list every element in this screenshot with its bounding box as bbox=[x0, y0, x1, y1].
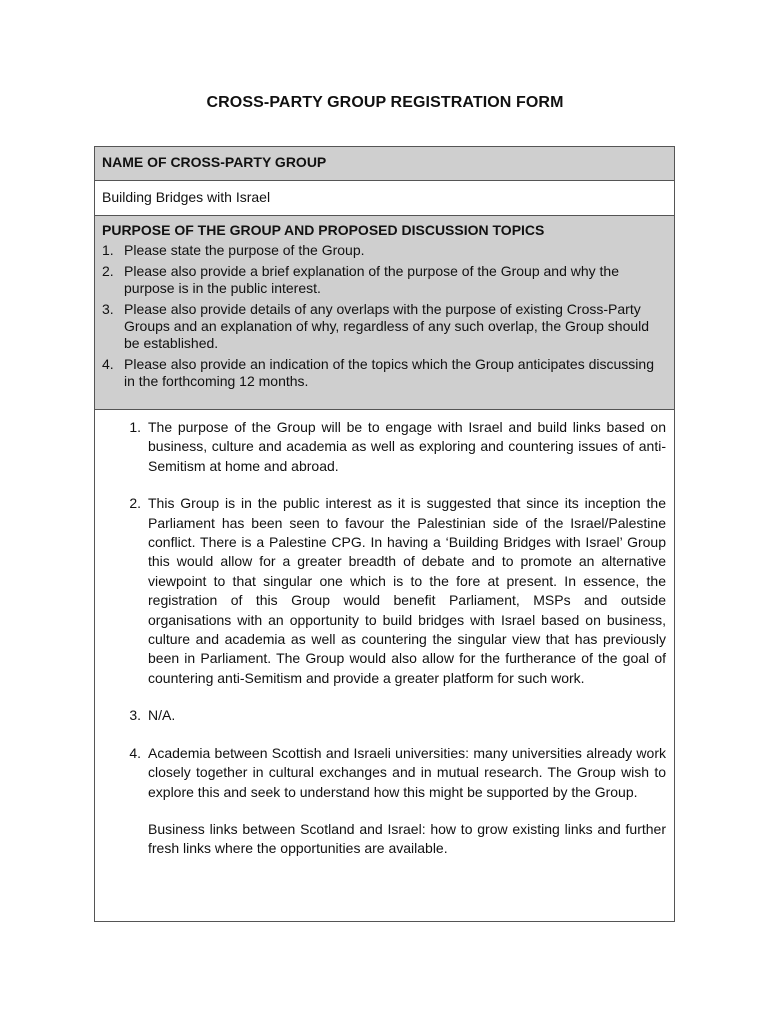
answer-number: 2. bbox=[129, 495, 141, 512]
question-number: 1. bbox=[102, 242, 114, 258]
question-number: 2. bbox=[102, 263, 114, 279]
answer-item bbox=[102, 706, 667, 725]
purpose-section bbox=[95, 216, 674, 410]
answer-text bbox=[148, 494, 667, 688]
purpose-section-heading: PURPOSE OF THE GROUP AND PROPOSED DISCUSSION TOPICS bbox=[102, 222, 545, 238]
question-item bbox=[102, 301, 667, 352]
answer-text bbox=[148, 744, 667, 859]
group-name-value: Building Bridges with Israel bbox=[95, 181, 674, 216]
question-text: Please also provide details of any overlaps with the purpose of existing Cross-Party Groups and an explanation of why, regardless of any such overlap, the Group should be established. bbox=[124, 301, 650, 351]
answer-number: 1. bbox=[129, 419, 141, 435]
question-text: Please also provide a brief explanation of the purpose of the Group and why the purpose is in the public interest. bbox=[124, 263, 619, 296]
form-title: CROSS-PARTY GROUP REGISTRATION FORM bbox=[206, 94, 564, 111]
answer-number: 3. bbox=[129, 707, 141, 724]
answer-paragraph: The purpose of the Group will be to engage with Israel and build links based on business, culture and academia as well as exploring and countering issues of anti-Semitism at home and abroad. bbox=[148, 419, 666, 474]
purpose-questions-list bbox=[102, 242, 667, 390]
question-text: Please also provide an indication of the topics which the Group anticipates discussing in the forthcoming 12 months. bbox=[124, 356, 654, 389]
question-number: 3. bbox=[102, 301, 114, 317]
answers-section bbox=[95, 410, 674, 921]
name-section-header: NAME OF CROSS-PARTY GROUP bbox=[95, 147, 674, 181]
answer-paragraph: Academia between Scottish and Israeli universities: many universities already work closely together in cultural exchanges and in mutual research. The Group wish to explore this and seek to understand how this might be supported by the Group. bbox=[148, 744, 666, 800]
question-item bbox=[102, 242, 667, 259]
answer-text bbox=[148, 706, 667, 725]
answer-item bbox=[102, 744, 667, 859]
answer-paragraph: Business links between Scotland and Israel: how to grow existing links and further fresh links where the opportunities are available. bbox=[148, 820, 666, 857]
answer-paragraph: N/A. bbox=[148, 707, 176, 724]
answer-item bbox=[102, 418, 667, 476]
answer-text bbox=[148, 418, 667, 476]
question-item bbox=[102, 356, 667, 390]
answer-item bbox=[102, 494, 667, 688]
answer-paragraph: This Group is in the public interest as it is suggested that since its inception the Parliament has been seen to favour the Palestinian side of the Israel/Palestine conflict. There is a Palestine CPG. In having a ‘Building Bridges with Israel’ Group this would allow for a greater breadth of debate and to promote an alternative viewpoint to that singular one which is to the fore at present. In essence, the registration of this Group would benefit Parliament, MSPs and outside organisations with an opportunity to build bridges with Israel based on business, culture and academia as well as countering the singular view that has previously been in Parliament. The Group would also allow for the furtherance of the goal of countering anti-Semitism and provide a greater platform for such work. bbox=[148, 495, 666, 686]
question-text: Please state the purpose of the Group. bbox=[124, 242, 365, 258]
question-number: 4. bbox=[102, 356, 114, 372]
answer-number: 4. bbox=[129, 744, 141, 761]
question-item bbox=[102, 263, 667, 297]
registration-form-table bbox=[94, 146, 675, 922]
